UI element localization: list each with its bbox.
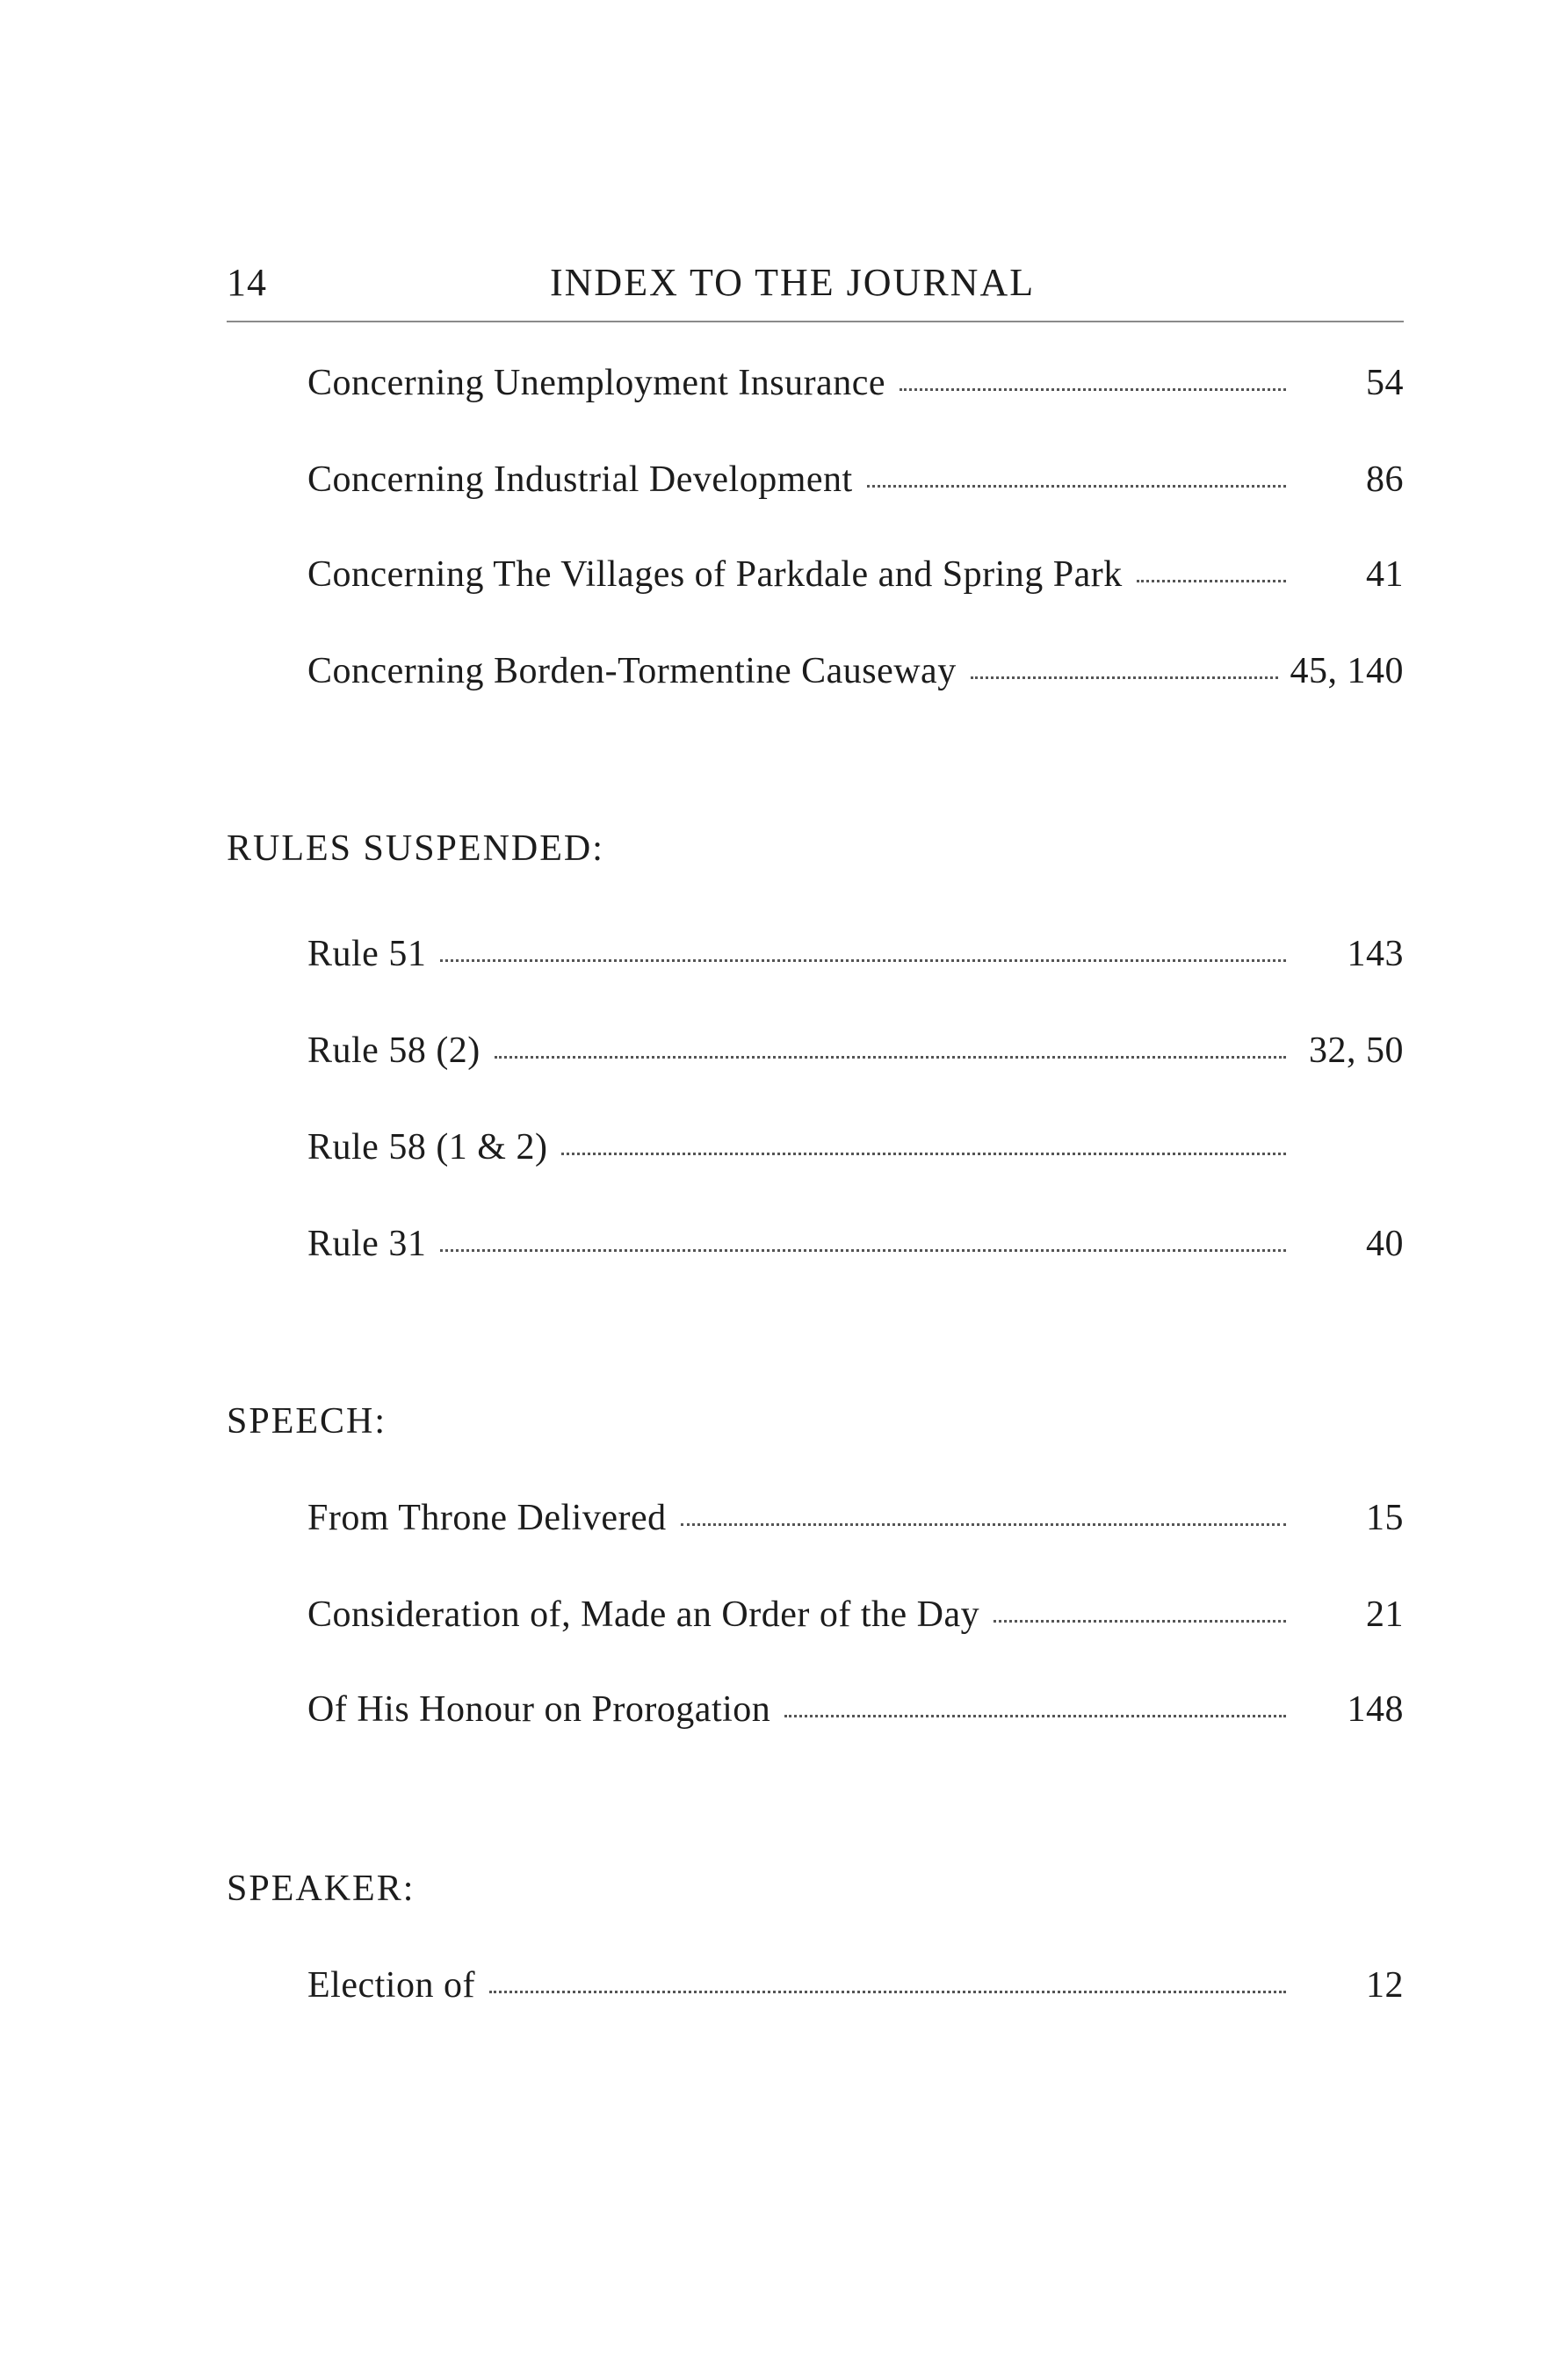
dot-leader [561, 1144, 1286, 1155]
entry-page-ref: 40 [1366, 1224, 1404, 1264]
entry-label: Rule 58 (1 & 2) [307, 1127, 548, 1168]
header-rule [227, 321, 1404, 322]
page-number: 14 [227, 261, 267, 304]
dot-leader [971, 668, 1278, 679]
entry-page-ref: 148 [1347, 1689, 1404, 1730]
index-entry [307, 1026, 1404, 1075]
dot-leader [867, 476, 1286, 488]
entry-label: Consideration of, Made an Order of the Day [307, 1594, 980, 1635]
section-heading-rules-suspended: RULES SUSPENDED: [227, 828, 604, 869]
entry-label: Of His Honour on Prorogation [307, 1689, 771, 1730]
dot-leader [495, 1047, 1286, 1059]
dot-leader [994, 1611, 1286, 1623]
index-entry [307, 1123, 1404, 1172]
dot-leader [784, 1706, 1286, 1717]
entry-label: Concerning Unemployment Insurance [307, 363, 885, 403]
dot-leader [1137, 571, 1286, 582]
index-entry [307, 455, 1404, 504]
entry-page-ref: 143 [1347, 934, 1404, 974]
dot-leader [489, 1982, 1286, 1993]
index-entry [307, 358, 1404, 408]
running-title: INDEX TO THE JOURNAL [550, 261, 1036, 304]
entry-label: Concerning Industrial Development [307, 459, 853, 500]
index-entry [307, 550, 1404, 599]
entry-label: Concerning The Villages of Parkdale and Spring Park [307, 554, 1123, 595]
entry-label: Rule 58 (2) [307, 1030, 481, 1071]
entry-label: Election of [307, 1965, 475, 2006]
section-heading-speech: SPEECH: [227, 1401, 387, 1442]
index-entry [307, 1590, 1404, 1639]
index-entry [307, 1219, 1404, 1269]
dot-leader [681, 1515, 1286, 1526]
dot-leader [900, 380, 1286, 391]
entry-label: Rule 31 [307, 1224, 427, 1264]
entry-page-ref: 15 [1366, 1498, 1404, 1538]
page-header [227, 260, 1404, 313]
entry-label: From Throne Delivered [307, 1498, 667, 1538]
entry-page-ref: 45, 140 [1290, 651, 1404, 691]
entry-page-ref: 32, 50 [1309, 1030, 1404, 1071]
entry-label: Concerning Borden-Tormentine Causeway [307, 651, 957, 691]
index-entry [307, 1961, 1404, 2010]
dot-leader [440, 1240, 1286, 1252]
section-heading-speaker: SPEAKER: [227, 1869, 415, 1909]
entry-page-ref: 12 [1366, 1965, 1404, 2006]
entry-page-ref: 41 [1366, 554, 1404, 595]
entry-page-ref: 21 [1366, 1594, 1404, 1635]
index-entry [307, 647, 1404, 696]
entry-label: Rule 51 [307, 934, 427, 974]
dot-leader [440, 951, 1286, 962]
index-entry [307, 1493, 1404, 1543]
entry-page-ref: 86 [1366, 459, 1404, 500]
index-entry [307, 1685, 1404, 1734]
index-entry [307, 929, 1404, 979]
entry-page-ref: 54 [1366, 363, 1404, 403]
